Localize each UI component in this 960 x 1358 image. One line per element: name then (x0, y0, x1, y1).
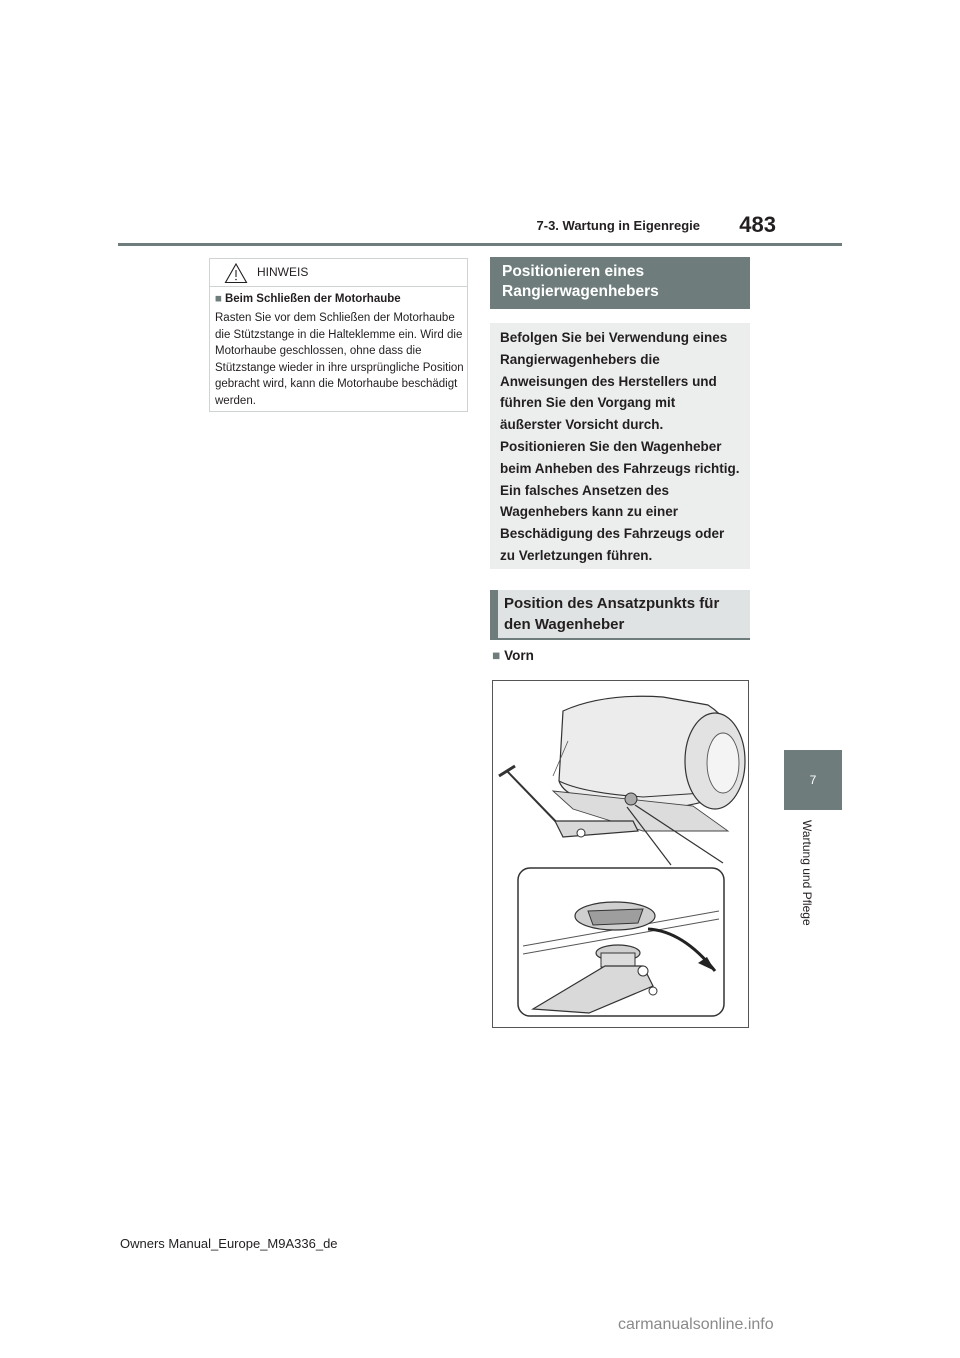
chapter-label: Wartung und Pflege (800, 820, 814, 926)
bullet-square-icon: ■ (215, 293, 222, 305)
notice-title: HINWEIS (257, 265, 309, 279)
caution-box: Befolgen Sie bei Verwendung eines Rangierwagenhebers die Anweisungen des Herstellers und führen Sie den Vorgang mit äußerster Vorsicht durch. Positionieren Sie den Wagenheber beim Anheben des Fahrzeugs richtig. Ein falsches Ansetzen des Wagenhebers kann zu einer Beschädigung des Fahrzeugs oder zu Verletzungen führen. (490, 323, 750, 569)
sub-item-label: Vorn (504, 648, 534, 663)
footer-watermark: carmanualsonline.info (618, 1316, 774, 1333)
notice-body: Rasten Sie vor dem Schließen der Motorhaube die Stützstange in die Halteklemme ein. Wird die Motorhaube geschlossen, ohne dass die Stützstange wieder in ihre ursprüngliche Position gebracht wird, kann die Motorhaube beschädigt werden. (215, 312, 464, 407)
sub-item-front (492, 648, 534, 663)
footer-document-id: Owners Manual_Europe_M9A336_de (120, 1236, 338, 1251)
jack-position-illustration (492, 680, 749, 1028)
notice-heading (215, 293, 401, 305)
notice-header (210, 259, 467, 287)
section-heading-jack-point: Position des Ansatzpunkts für den Wagenheber (490, 590, 750, 640)
warning-triangle-icon (224, 262, 248, 284)
chapter-tab: 7 (784, 750, 842, 810)
bullet-square-icon: ■ (492, 648, 501, 663)
notice-heading-text: Beim Schließen der Motorhaube (224, 293, 401, 305)
notice-box (209, 258, 468, 412)
page-number: 483 (739, 212, 776, 237)
section-heading-jack: Positionieren eines Rangierwagenhebers (490, 257, 750, 309)
car-jack-drawing (493, 681, 748, 1027)
header-divider (118, 243, 842, 246)
section-title: 7-3. Wartung in Eigenregie (536, 218, 700, 233)
